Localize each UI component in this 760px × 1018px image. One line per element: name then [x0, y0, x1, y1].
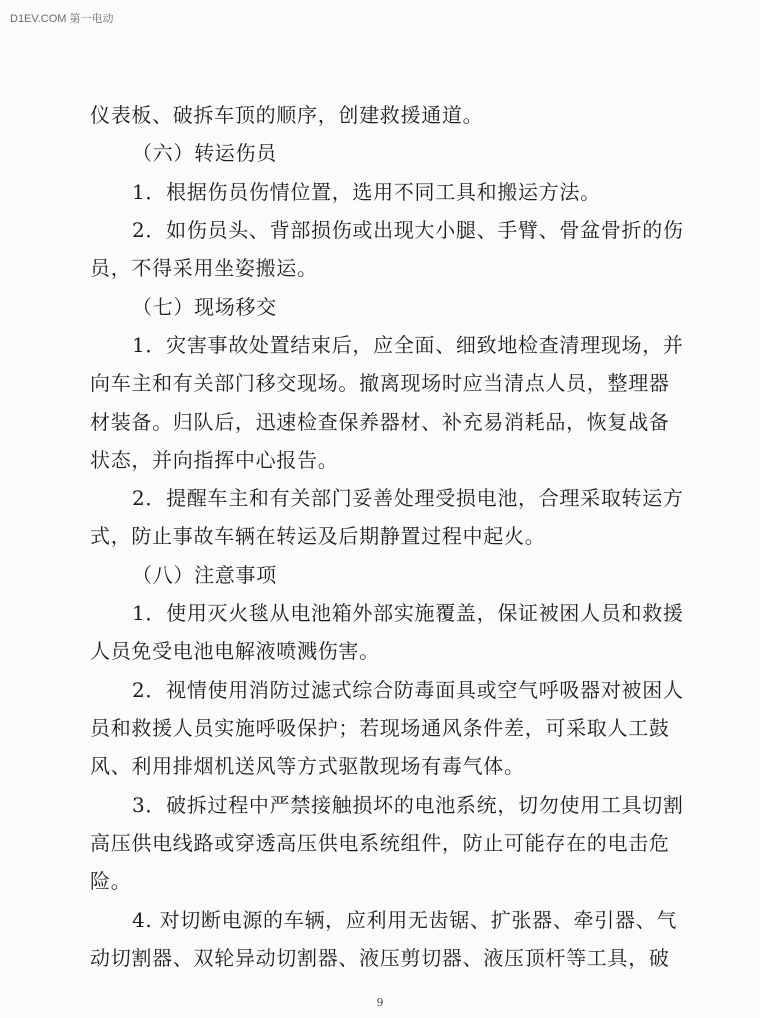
watermark	[10, 12, 113, 26]
paragraph-line: 向车主和有关部门移交现场。撤离现场时应当清点人员，整理器	[90, 371, 670, 396]
section-heading: （六）转运伤员	[132, 141, 277, 166]
paragraph-line: 员，不得采用坐姿搬运。	[90, 256, 318, 281]
paragraph-line: 风、利用排烟机送风等方式驱散现场有毒气体。	[90, 754, 525, 779]
paragraph-line: 险。	[90, 869, 132, 894]
page-number: 9	[376, 996, 384, 1009]
paragraph-line: 2．视情使用消防过滤式综合防毒面具或空气呼吸器对被困人	[132, 677, 684, 702]
document-body	[90, 96, 690, 977]
paragraph-line: 式，防止事故车辆在转运及后期静置过程中起火。	[90, 524, 546, 549]
paragraph-line: 员和救援人员实施呼吸保护；若现场通风条件差，可采取人工鼓	[90, 716, 670, 740]
section-heading: （八）注意事项	[132, 562, 277, 587]
paragraph-line: 3．破拆过程中严禁接触损坏的电池系统，切勿使用工具切割	[132, 792, 684, 817]
paragraph-line: 2．提醒车主和有关部门妥善处理受损电池，合理采取转运方	[132, 486, 684, 511]
paragraph-line: 1．根据伤员伤情位置，选用不同工具和搬运方法。	[132, 179, 601, 204]
watermark-site: D1EV.COM	[10, 13, 67, 25]
paragraph-line: 状态，并向指挥中心报告。	[90, 447, 339, 472]
continuation-line: 仪表板、破拆车顶的顺序，创建救援通道。	[90, 103, 484, 127]
paragraph-line: 材装备。归队后，迅速检查保养器材、补充易消耗品，恢复战备	[90, 409, 670, 434]
paragraph-line: 1．灾害事故处置结束后，应全面、细致地检查清理现场，并	[132, 332, 684, 357]
paragraph-line: 人员免受电池电解液喷溅伤害。	[90, 639, 380, 664]
section-heading: （七）现场移交	[132, 294, 277, 319]
paragraph-line: 2．如伤员头、背部损伤或出现大小腿、手臂、骨盆骨折的伤	[132, 217, 684, 242]
watermark-name: 第一电动	[69, 13, 114, 25]
paragraph-line: 4. 对切断电源的车辆，应利用无齿锯、扩张器、牵引器、气	[132, 907, 678, 932]
paragraph-line: 动切割器、双轮异动切割器、液压剪切器、液压顶杆等工具，破	[90, 945, 670, 970]
paragraph-line: 1．使用灭火毯从电池箱外部实施覆盖，保证被困人员和救援	[132, 601, 684, 626]
paragraph-line: 高压供电线路或穿透高压供电系统组件，防止可能存在的电击危	[90, 830, 670, 855]
